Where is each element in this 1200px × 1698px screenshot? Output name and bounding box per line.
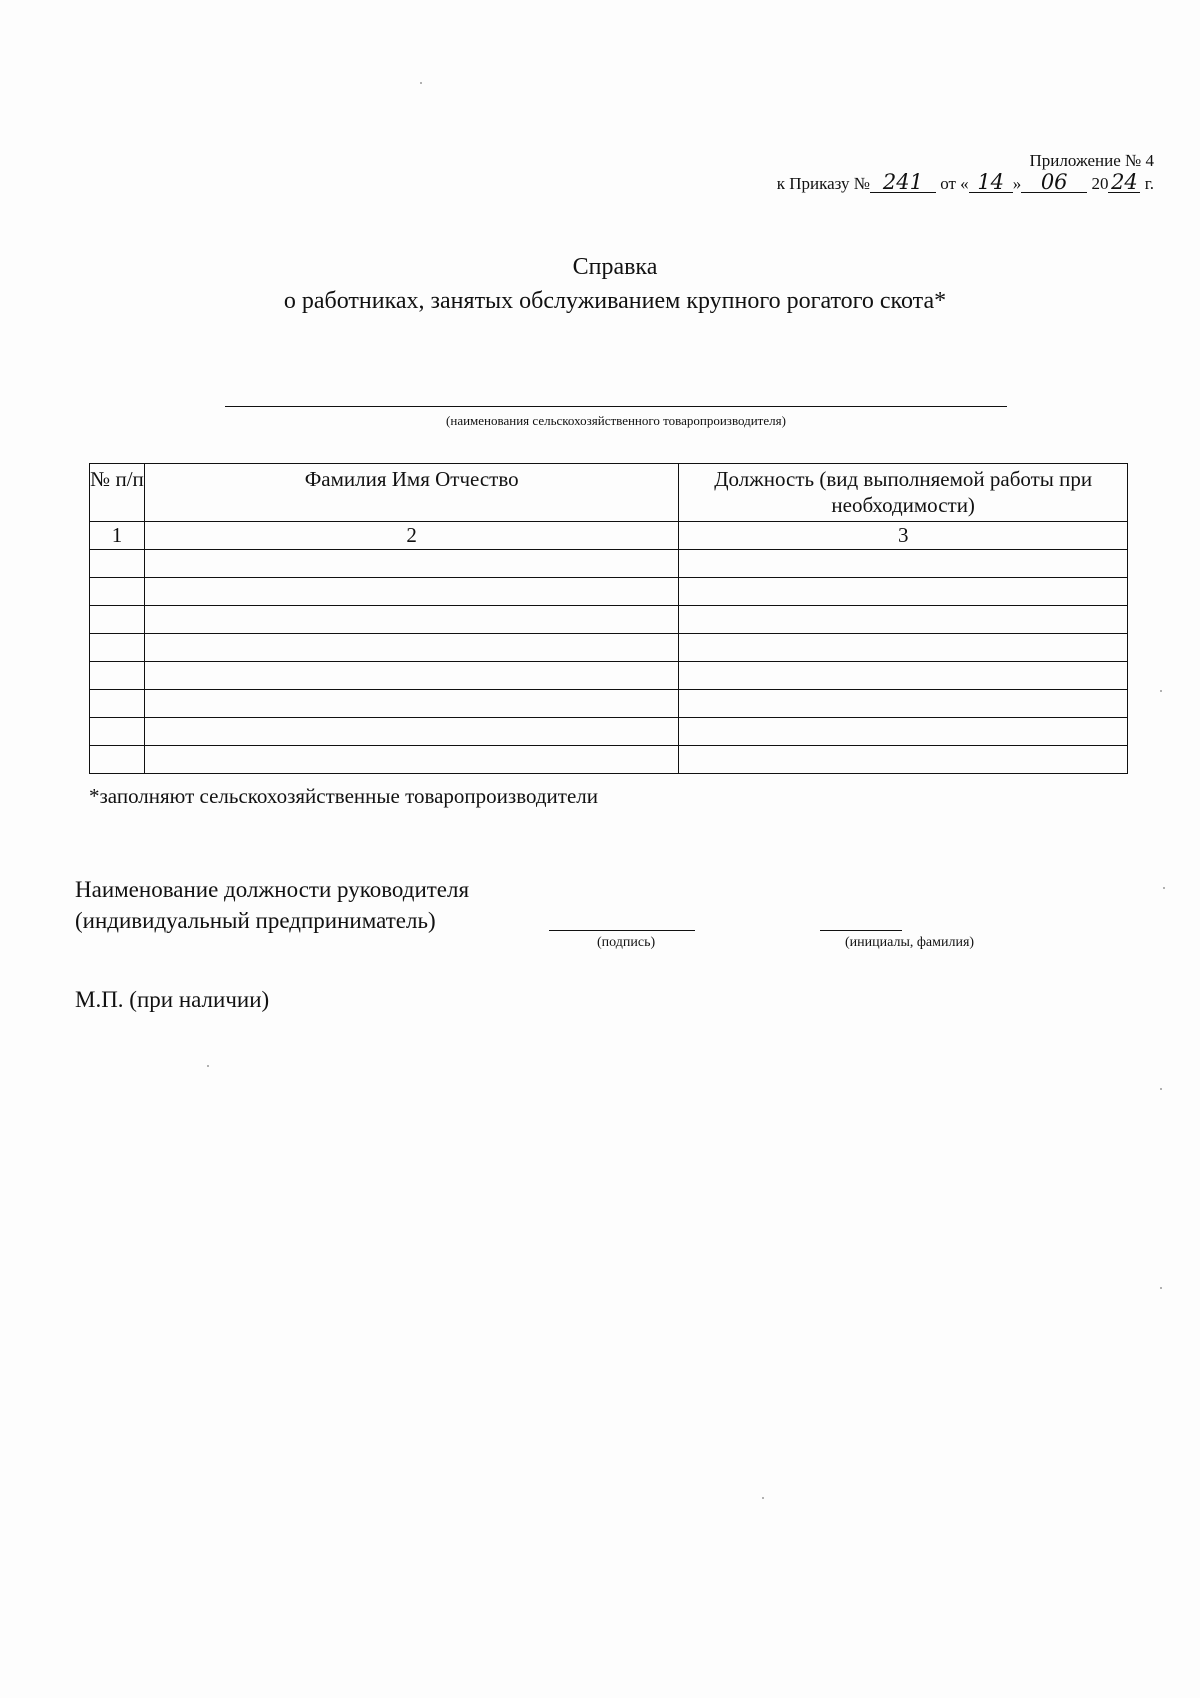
table-cell xyxy=(144,662,678,690)
table-header-row xyxy=(90,464,1128,522)
table-row xyxy=(90,606,1128,634)
order-number: 241 xyxy=(870,172,936,193)
manager-position-label: Наименование должности руководителя xyxy=(75,877,470,902)
signature-block xyxy=(75,874,469,936)
table-row xyxy=(90,662,1128,690)
table-cell xyxy=(144,550,678,578)
signature-caption: (подпись) xyxy=(597,935,656,950)
table-cell xyxy=(144,634,678,662)
table-cell xyxy=(144,746,678,774)
header-position: Должность (вид выполняемой работы при необходимости) xyxy=(679,464,1128,522)
scan-speck xyxy=(1160,690,1162,692)
document-title xyxy=(0,250,1200,318)
table-row xyxy=(90,746,1128,774)
producer-caption: (наименования сельскохозяйственного товаропроизводителя) xyxy=(446,413,786,428)
table-cell xyxy=(90,746,145,774)
table-cell xyxy=(90,634,145,662)
table-cell xyxy=(679,606,1128,634)
table-cell xyxy=(679,578,1128,606)
producer-name-line xyxy=(225,406,1007,407)
table-row xyxy=(90,718,1128,746)
table-cell xyxy=(90,690,145,718)
scan-speck xyxy=(1160,1287,1162,1289)
scan-speck xyxy=(1160,1088,1162,1090)
order-month: 06 xyxy=(1021,172,1087,193)
column-number-row xyxy=(90,522,1128,550)
table-cell xyxy=(90,718,145,746)
table-row xyxy=(90,634,1128,662)
column-number-2: 2 xyxy=(144,522,678,550)
table-cell xyxy=(679,550,1128,578)
title-line-2: о работниках, занятых обслуживанием крупного рогатого скота* xyxy=(283,288,947,314)
table-cell xyxy=(144,606,678,634)
appendix-reference xyxy=(777,150,1154,195)
table-cell xyxy=(679,662,1128,690)
name-line xyxy=(820,930,902,931)
table-row xyxy=(90,578,1128,606)
table-cell xyxy=(679,718,1128,746)
scan-speck xyxy=(762,1497,764,1499)
scan-speck xyxy=(1163,887,1165,889)
scan-speck xyxy=(420,82,422,84)
workers-table xyxy=(89,463,1128,774)
name-caption: (инициалы, фамилия) xyxy=(845,935,975,950)
table-cell xyxy=(679,746,1128,774)
table-cell xyxy=(144,578,678,606)
column-number-3: 3 xyxy=(679,522,1128,550)
table-row xyxy=(90,690,1128,718)
table-cell xyxy=(679,690,1128,718)
header-number: № п/п xyxy=(90,464,145,522)
column-number-1: 1 xyxy=(90,522,145,550)
scan-speck xyxy=(207,1065,209,1067)
signature-line xyxy=(549,930,695,931)
table-cell xyxy=(90,606,145,634)
stamp-label: М.П. (при наличии) xyxy=(75,987,270,1012)
table-cell xyxy=(90,662,145,690)
order-reference xyxy=(777,172,1154,195)
header-full-name: Фамилия Имя Отчество xyxy=(144,464,678,522)
table-cell xyxy=(144,718,678,746)
table-cell xyxy=(144,690,678,718)
year-prefix: 20 xyxy=(1091,174,1109,193)
footnote: *заполняют сельскохозяйственные товаропроизводители xyxy=(89,784,599,808)
order-prefix: к Приказу № xyxy=(776,174,870,193)
from-label: от « xyxy=(940,174,969,193)
table-cell xyxy=(90,550,145,578)
entrepreneur-label: (индивидуальный предприниматель) xyxy=(75,908,436,933)
table-cell xyxy=(90,578,145,606)
appendix-title: Приложение № 4 xyxy=(1029,151,1154,170)
order-day: 14 xyxy=(969,172,1013,193)
day-close: » xyxy=(1012,174,1022,193)
table-cell xyxy=(679,634,1128,662)
year-unit: г. xyxy=(1144,174,1154,193)
title-line-1: Справка xyxy=(572,254,658,280)
order-year: 24 xyxy=(1108,172,1140,193)
table-row xyxy=(90,550,1128,578)
